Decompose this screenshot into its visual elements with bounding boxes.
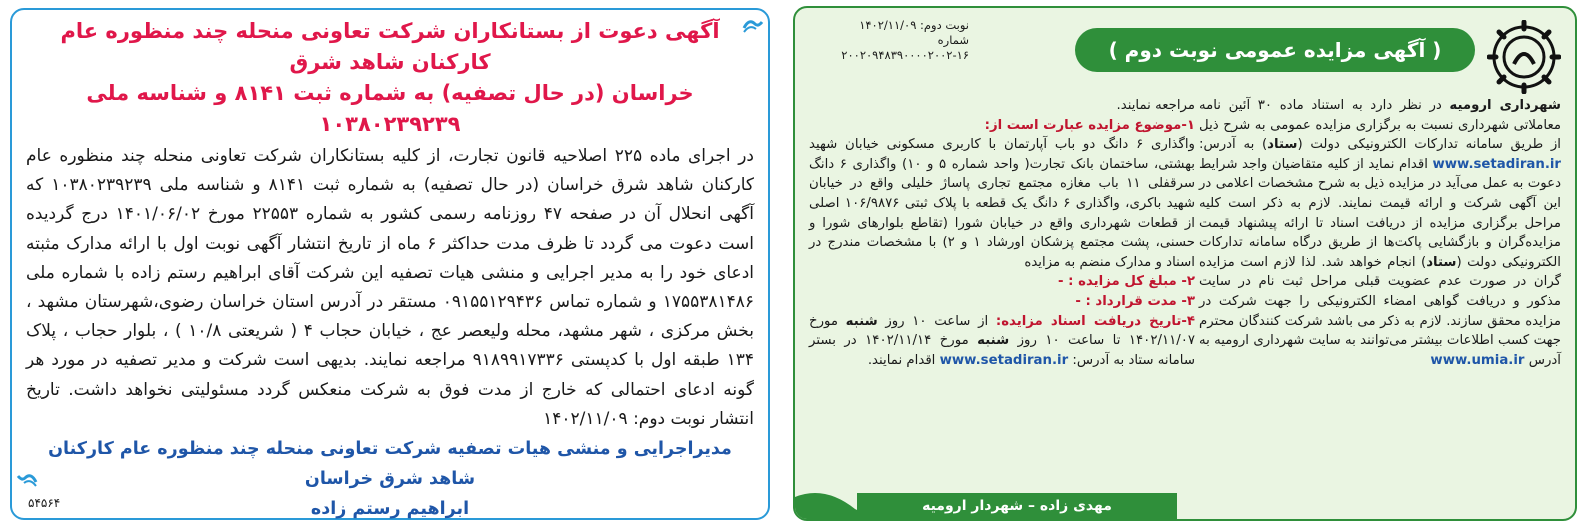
notice-title-line1: آگهی دعوت از بستانکاران شرکت تعاونی منحله چند منظوره عام کارکنان شاهد شرق (60, 19, 720, 74)
creditors-notice-ad (10, 8, 770, 520)
setadiran-link[interactable]: www.setadiran.ir (939, 352, 1069, 368)
notice-meta (809, 18, 969, 63)
auction-banner: ( آگهی مزایده عمومی نوبت دوم ) (1075, 28, 1475, 72)
wave-icon (742, 16, 764, 34)
auction-column-right (1199, 96, 1561, 370)
paragraph-text: مراجعه نمایند. (1116, 98, 1195, 113)
auction-notice-ad (793, 6, 1577, 521)
notice-number: شماره ۱۶-۲۰۰۲۰۹۴۸۳۹۰۰۰۰۲۰۰۲ (841, 33, 969, 62)
wave-icon (16, 470, 38, 488)
paragraph-text: از ساعت ۱۰ روز (877, 313, 996, 329)
ad-code: ۵۴۵۶۴ (28, 496, 61, 510)
paragraph-text: مورخ ۱۴۰۲/۱۱/۱۴ در بستر سامانه ستاد به آدرس: (809, 333, 1195, 368)
weekday-text: شنبه (977, 333, 1010, 349)
paragraph-text: ) انجام خواهد شد. لذا لازم است مزایده گران در صورت عدم عضویت قبلی مراحل ثبت نام در سایت مذکور و دریافت گواهی امضاء الکترونیکی را جهت شرکت در مزایده محقق سازند. لازم به ذکر می باشد شرکت کنندگان محترم جهت کسب اطلاعات بیشتر می‌توانند به سایت شهرداری ارومیه به آدرس (1199, 254, 1561, 368)
total-amount-heading: ۲- مبلغ کل مزایده : - (1058, 274, 1195, 290)
notice-date: نوبت دوم: ۱۴۰۲/۱۱/۰۹ (859, 18, 969, 32)
paragraph-text: مورخ ۱۴۰۲/۱۱/۰۷ تا ساعت ۱۰ روز (809, 313, 1195, 349)
documents-date-heading: ۴-تاریخ دریافت اسناد مزایده: (995, 313, 1195, 329)
mayor-signature: مهدی زاده – شهردار ارومیه (857, 493, 1177, 519)
paragraph-text: اقدام نماید از کلیه متقاضیان واجد شرایط دعوت به عمل می‌آید در مزایده ذیل به شرح مشخصات اعلامی در این آگهی شرکت و ارائه قیمت نمایند. لازم به ذکر است کلیه مراحل برگزاری مزایده از دریافت اسناد تا ارائه پیشنهاد قیمت مزایده‌گران و بازگشایی پاکت‌ها از طریق درگاه سامانه تدارکات الکترونیکی دولت ( (1199, 156, 1561, 270)
paragraph-text: ) به آدرس: (1199, 137, 1268, 153)
contract-duration-heading: ۳- مدت قرارداد : - (1075, 293, 1195, 309)
umia-link[interactable]: www.umia.ir (1430, 352, 1525, 368)
notice-body: در اجرای ماده ۲۲۵ اصلاحیه قانون تجارت، از کلیه بستانکاران شرکت تعاونی منحله چند منظوره عام کارکنان شاهد شرق خراسان (در حال تصفیه) به شماره ثبت ۸۱۴۱ و شناسه ملی ۱۰۳۸۰۲۳۹۲۳۹ که آگهی انحلال آن در صفحه ۴۷ روزنامه رسمی کشور به شماره ۲۲۵۵۳ مورخ ۱۴۰۱/۰۶/۰۲ درج گردیده است دعوت می گردد تا ظرف مدت حداکثر ۶ ماه از تاریخ انتشار آگهی نوبت اول با ارائه مدارک مثبته ادعای خود را به مدیر اجرایی و منشی هیات تصفیه این شرکت آقای ابراهیم رستم زاده با شماره ملی ۱۷۵۵۳۸۱۴۸۶ و شماره تماس ۰۹۱۵۵۱۲۹۴۳۶ مستقر در آدرس استان خراسان رضوی،شهرستان مشهد ، بخش مرکزی ، شهر مشهد، محله ولیعصر عج ، خیابان حجاب ۴ ( شریعتی ۱۰/۸ ) ، بلوار حجاب ، پلاک ۱۳۴ طبقه اول با کدپستی ۹۱۸۹۹۱۷۳۳۶ مراجعه نمایند. بدیهی است شرکت و مدیر تصفیه در مورد هر گونه ادعای احتمالی که خارج از مدت فوق به شرکت منعکس گردد مسئولیتی نخواهد داشت. تاریخ انتشار نوبت دوم: ۱۴۰۲/۱۱/۰۹ (26, 146, 755, 429)
municipality-name: شهرداری ارومیه (1449, 98, 1561, 113)
documents-date-paragraph (809, 312, 1195, 371)
paragraph-text: در نظر دارد به استناد ماده ۳۰ آئین نامه معاملاتی شهرداری نسبت به برگزاری مزایده عمومی به شرح ذیل از طریق سامانه تدارکات الکترونیکی دولت ( (1199, 98, 1561, 153)
notice-title-line2: خراسان (در حال تصفیه) به شماره ثبت ۸۱۴۱ و شناسه ملی ۱۰۳۸۰۲۳۹۲۳۹ (86, 81, 694, 136)
auction-subject-heading: ۱-موضوع مزایده عبارت است از: (984, 117, 1195, 133)
setad-term: ستاد (1426, 254, 1457, 270)
paragraph-text: اقدام نمایند. (867, 352, 940, 368)
weekday-text: شنبه (845, 313, 878, 329)
urmia-municipality-logo-icon (1487, 20, 1561, 94)
auction-subject-text: واگذاری ۶ دانگ دو باب آپارتمان با کاربری مسکونی خیابان شهید بهشتی، ساختمان بانک تجارت( واحد شماره ۵ و ۱۰) واگذاری ۶ دانگ سرقفلی ۱۱ باب مغازه مجتمع تجاری پاساژ خلیلی واقع در خیابان شهید باکری، واگذاری ۶ دانگ یک قطعه با پلاک ثبتی ۱۰۶/۹۸۷۶ اصلی از قطعات شهرداری واقع در خیابان شورا (تقاطع بلوارهای شورا و حسنی، پشت مجتمع پزشکان اورشاد ۱ و ۲) با مشخصات مندرج در اسناد و مدارک منضم به مزایده (809, 137, 1196, 270)
auction-column-left (809, 96, 1195, 370)
signature-line2: ابراهیم رستم زاده (310, 499, 470, 520)
setad-term: ستاد (1267, 137, 1298, 153)
signature-line1: مدیراجرایی و منشی هیات تصفیه شرکت تعاونی منحله چند منظوره عام کارکنان شاهد شرق خراسان (48, 439, 732, 490)
setadiran-link[interactable]: www.setadiran.ir (1432, 156, 1561, 172)
